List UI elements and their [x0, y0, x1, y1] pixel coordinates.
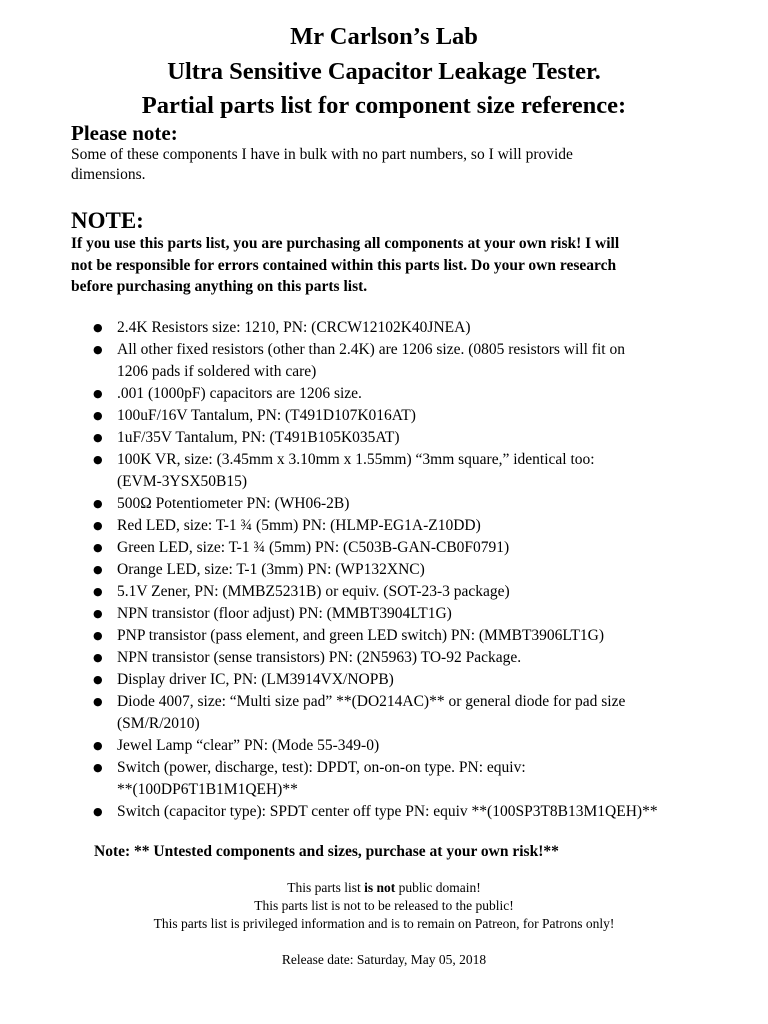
parts-list-item-line: 2.4K Resistors size: 1210, PN: (CRCW12102K40JNEA)	[117, 319, 471, 336]
title-line-3: Partial parts list for component size reference:	[141, 92, 627, 119]
note-warning	[71, 233, 716, 298]
title-line-2: Ultra Sensitive Capacitor Leakage Tester.	[167, 58, 601, 85]
parts-list-item-line: Green LED, size: T-1 ¾ (5mm) PN: (C503B-GAN-CB0F0791)	[117, 539, 510, 556]
notice-line-1-end: public domain!	[395, 880, 481, 895]
note-warning-line: If you use this parts list, you are purchasing all components at your own risk! I will	[71, 235, 620, 252]
parts-list-item	[71, 427, 731, 449]
parts-list-item-line: Switch (capacitor type): SPDT center off type PN: equiv **(100SP3T8B13M1QEH)**	[117, 803, 658, 820]
parts-list-item	[71, 801, 731, 823]
parts-list-item	[71, 405, 731, 427]
parts-list-item-line: (SM/R/2010)	[117, 715, 200, 732]
parts-list-item	[71, 559, 731, 581]
bullet-icon: ●	[93, 519, 103, 532]
notice-line-1-start: This parts list	[287, 880, 365, 895]
notice-line-3: This parts list is privileged information and is to remain on Patreon, for Patrons only!	[153, 916, 615, 931]
bullet-icon: ●	[93, 563, 103, 576]
parts-list-item	[71, 625, 731, 647]
parts-list-item	[71, 735, 731, 757]
note-warning-line: before purchasing anything on this parts list.	[71, 278, 368, 295]
bullet-icon: ●	[93, 409, 103, 422]
parts-list-item	[71, 515, 731, 537]
parts-list-item-line: All other fixed resistors (other than 2.4K) are 1206 size. (0805 resistors will fit on	[117, 341, 625, 358]
parts-list-item-line: 1uF/35V Tantalum, PN: (T491B105K035AT)	[117, 429, 400, 446]
parts-list-item	[71, 339, 731, 383]
parts-list-item	[71, 581, 731, 603]
parts-list-item-line: 100uF/16V Tantalum, PN: (T491D107K016AT)	[117, 407, 416, 424]
parts-list-item-line: Diode 4007, size: “Multi size pad” **(DO214AC)** or general diode for pad size	[117, 693, 626, 710]
bullet-icon: ●	[93, 629, 103, 642]
parts-list-item	[71, 669, 731, 691]
parts-list-item-line: 500Ω Potentiometer PN: (WH06-2B)	[117, 495, 350, 512]
bullet-icon: ●	[93, 739, 103, 752]
bullet-icon: ●	[93, 673, 103, 686]
parts-list-item-line: **(100DP6T1B1M1QEH)**	[117, 781, 298, 798]
parts-list-item-line: NPN transistor (sense transistors) PN: (2N5963) TO-92 Package.	[117, 649, 522, 666]
parts-list	[71, 317, 731, 823]
please-note-line-2: dimensions.	[71, 166, 146, 183]
please-note-line-1: Some of these components I have in bulk with no part numbers, so I will provide	[71, 146, 573, 163]
parts-list-item	[71, 383, 731, 405]
parts-list-item	[71, 537, 731, 559]
parts-list-item-line: .001 (1000pF) capacitors are 1206 size.	[117, 385, 362, 402]
parts-list-item	[71, 691, 731, 735]
bullet-icon: ●	[93, 497, 103, 510]
parts-list-item-line: Switch (power, discharge, test): DPDT, on-on-on type. PN: equiv:	[117, 759, 526, 776]
parts-list-item-line: NPN transistor (floor adjust) PN: (MMBT3904LT1G)	[117, 605, 452, 622]
please-note-heading: Please note:	[71, 121, 178, 145]
bullet-icon: ●	[93, 321, 103, 334]
note-warning-line: not be responsible for errors contained within this parts list. Do your own research	[71, 256, 617, 274]
parts-list-item-line: PNP transistor (pass element, and green LED switch) PN: (MMBT3906LT1G)	[117, 627, 605, 644]
title-line-1: Mr Carlson’s Lab	[290, 23, 478, 50]
bullet-icon: ●	[93, 453, 103, 466]
parts-list-item-line: 100K VR, size: (3.45mm x 3.10mm x 1.55mm) “3mm square,” identical too:	[117, 451, 595, 468]
bullet-icon: ●	[93, 431, 103, 444]
parts-list-item	[71, 757, 731, 801]
parts-list-item-line: Jewel Lamp “clear” PN: (Mode 55-349-0)	[117, 737, 380, 754]
bullet-icon: ●	[93, 585, 103, 598]
parts-list-item-line: Display driver IC, PN: (LM3914VX/NOPB)	[117, 671, 394, 688]
bullet-icon: ●	[93, 805, 103, 818]
parts-list-item-line: Orange LED, size: T-1 (3mm) PN: (WP132XNC)	[117, 561, 425, 578]
bullet-icon: ●	[93, 607, 103, 620]
bullet-icon: ●	[93, 761, 103, 774]
untested-footnote: Note: ** Untested components and sizes, purchase at your own risk!**	[94, 843, 559, 860]
note-heading: NOTE:	[71, 208, 144, 233]
parts-list-item	[71, 603, 731, 625]
bullet-icon: ●	[93, 387, 103, 400]
notice-line-1	[0, 879, 768, 897]
parts-list-item	[71, 317, 731, 339]
bullet-icon: ●	[93, 695, 103, 708]
parts-list-item-line: 5.1V Zener, PN: (MMBZ5231B) or equiv. (SOT-23-3 package)	[117, 583, 510, 600]
parts-list-item	[71, 449, 731, 493]
bullet-icon: ●	[93, 541, 103, 554]
bullet-icon: ●	[93, 651, 103, 664]
parts-list-item	[71, 647, 731, 669]
parts-list-item	[71, 493, 731, 515]
parts-list-item-line: (EVM-3YSX50B15)	[117, 473, 248, 490]
notice-line-2: This parts list is not to be released to the public!	[254, 898, 514, 913]
bullet-icon: ●	[93, 343, 103, 356]
parts-list-item-line: 1206 pads if soldered with care)	[117, 363, 317, 380]
notice-line-1-bold: is not	[364, 880, 396, 895]
release-date: Release date: Saturday, May 05, 2018	[281, 952, 487, 967]
parts-list-item-line: Red LED, size: T-1 ¾ (5mm) PN: (HLMP-EG1A-Z10DD)	[117, 517, 481, 534]
